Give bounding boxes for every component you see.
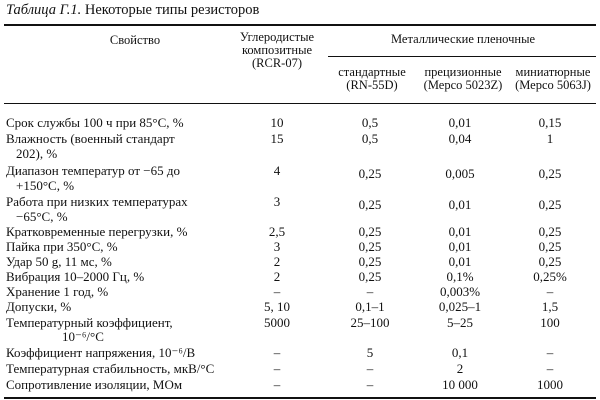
cell-miniature: 0,25% [533, 269, 567, 284]
row-label: Работа при низких температурах [6, 194, 188, 209]
cell-carbon: 4 [273, 163, 281, 178]
cell-precision: 0,025–1 [438, 299, 482, 314]
cell-miniature: 1 [546, 131, 554, 146]
row-label: Удар 50 g, 11 мс, % [6, 254, 112, 269]
cell-precision: 0,01 [448, 254, 472, 269]
cell-miniature: – [546, 345, 554, 360]
row-label-cont: 202), % [16, 146, 58, 161]
cell-carbon: 2,5 [268, 224, 286, 239]
cell-carbon: – [273, 345, 281, 360]
cell-precision: 0,01 [448, 115, 472, 130]
cell-precision: 0,1% [446, 269, 474, 284]
cell-precision: 0,003% [439, 284, 481, 299]
row-label: Влажность (военный стандарт [6, 131, 175, 146]
cell-standard: 0,25 [358, 166, 382, 181]
cell-carbon: – [273, 377, 281, 392]
bottom-rule [4, 397, 596, 399]
cell-precision: 0,1 [451, 345, 469, 360]
cell-standard: 0,25 [358, 269, 382, 284]
cell-standard: – [366, 361, 374, 376]
cell-miniature: – [546, 284, 554, 299]
table-caption [6, 2, 259, 19]
cell-carbon: 15 [270, 131, 284, 146]
cell-standard: 5 [366, 345, 374, 360]
cell-precision: 0,01 [448, 239, 472, 254]
cell-miniature: 0,25 [538, 239, 562, 254]
cell-standard: 0,25 [358, 197, 382, 212]
row-label-cont: 10⁻⁶/°С [62, 329, 104, 344]
row-label: Пайка при 350°С, % [6, 239, 118, 254]
row-label-cont: −65°С, % [16, 209, 68, 224]
row-label: Допуски, % [6, 299, 72, 314]
metal-film-rule [328, 56, 596, 57]
row-label: Вибрация 10–2000 Гц, % [6, 269, 145, 284]
header-property: Свойство [109, 33, 161, 47]
cell-miniature: 1000 [537, 377, 563, 392]
cell-standard: – [366, 284, 374, 299]
cell-standard: 0,25 [358, 239, 382, 254]
cell-miniature: 0,25 [538, 197, 562, 212]
cell-standard: 0,5 [361, 115, 379, 130]
cell-precision: 10 000 [442, 377, 478, 392]
row-label: Диапазон температур от −65 до [6, 163, 180, 178]
cell-carbon: 3 [273, 239, 281, 254]
row-label: Температурный коэффициент, [6, 315, 173, 330]
top-rule [4, 24, 596, 26]
row-label-cont: +150°С, % [16, 178, 75, 193]
header-standard: стандартные (RN-55D) [338, 65, 406, 92]
cell-precision: 0,04 [448, 131, 472, 146]
cell-precision: 2 [456, 361, 464, 376]
cell-standard: 0,25 [358, 224, 382, 239]
cell-miniature: 100 [540, 315, 560, 330]
cell-carbon: 2 [273, 254, 281, 269]
cell-miniature: 1,5 [541, 299, 559, 314]
cell-precision: 0,01 [448, 197, 472, 212]
row-label: Кратковременные перегрузки, % [6, 224, 188, 239]
cell-carbon: 10 [270, 115, 284, 130]
cell-miniature: 0,15 [538, 115, 562, 130]
row-label: Срок службы 100 ч при 85°С, % [6, 115, 184, 130]
cell-miniature: 0,25 [538, 224, 562, 239]
cell-carbon: 3 [273, 194, 281, 209]
cell-standard: 0,25 [358, 254, 382, 269]
row-label: Коэффициент напряжения, 10⁻⁶/В [6, 345, 196, 360]
cell-carbon: 5, 10 [264, 299, 290, 314]
cell-miniature: – [546, 361, 554, 376]
cell-carbon: – [273, 361, 281, 376]
caption-text: Некоторые типы резисторов [84, 2, 260, 18]
cell-precision: 5–25 [447, 315, 473, 330]
cell-standard: 25–100 [350, 315, 390, 330]
cell-precision: 0,005 [445, 166, 475, 181]
header-metal-film: Металлические пленочные [390, 32, 536, 46]
cell-miniature: 0,25 [538, 166, 562, 181]
cell-precision: 0,01 [448, 224, 472, 239]
caption-label: Таблица Г.1. [6, 2, 82, 18]
row-label: Температурная стабильность, мкВ/°С [6, 361, 215, 376]
header-carbon: Углеродистые композитные (RCR-07) [239, 30, 315, 70]
cell-standard: 0,5 [361, 131, 379, 146]
cell-standard: 0,1–1 [355, 299, 385, 314]
row-label: Сопротивление изоляции, МОм [6, 377, 183, 392]
header-miniature: миниатюрные (Мерсо 5063J) [515, 65, 591, 92]
cell-carbon: 2 [273, 269, 281, 284]
cell-carbon: 5000 [264, 315, 290, 330]
cell-carbon: – [273, 284, 281, 299]
header-bottom-rule [4, 103, 596, 104]
cell-standard: – [366, 377, 374, 392]
cell-miniature: 0,25 [538, 254, 562, 269]
row-label: Хранение 1 год, % [6, 284, 109, 299]
header-precision: прецизионные (Мерсо 5023Z) [423, 65, 503, 92]
